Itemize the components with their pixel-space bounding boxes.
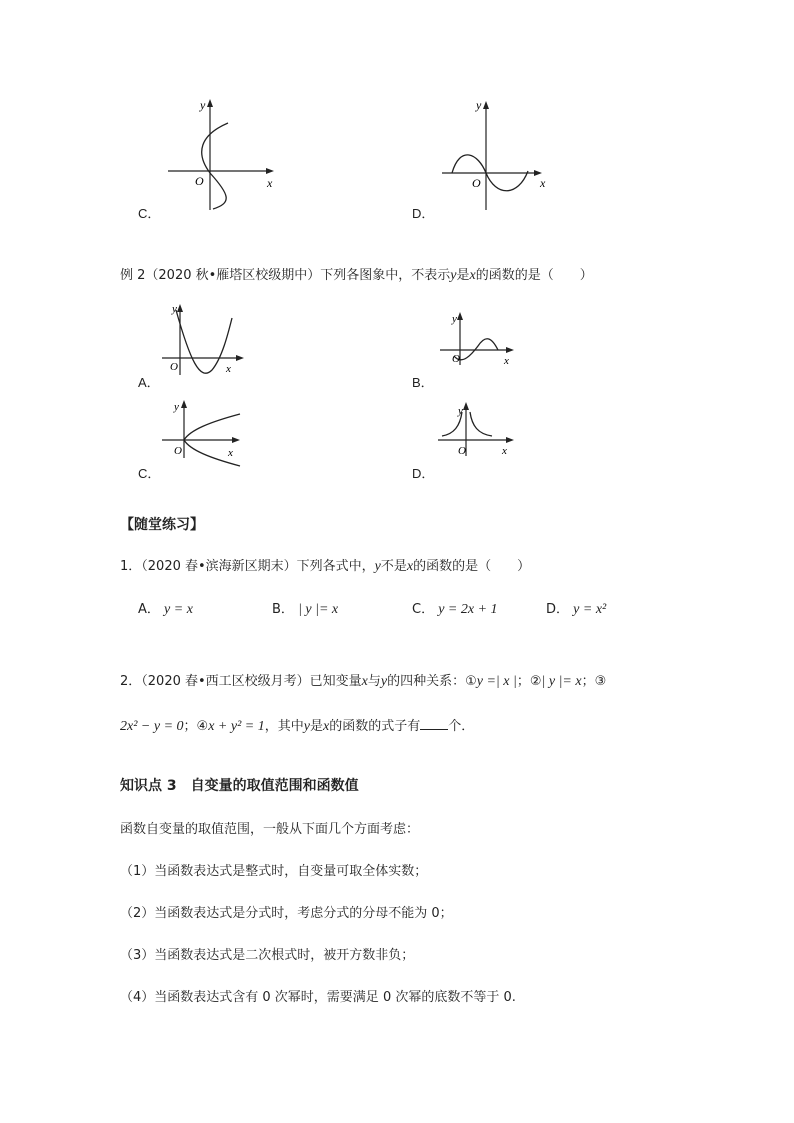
example2-option-d: D． [412,466,435,481]
answer-blank[interactable] [420,717,448,730]
axis-y-label: y [200,98,206,112]
origin-label: O [170,361,178,373]
graph-example2-c [160,398,250,468]
knowledge3-item-2: （2）当函数表达式是分式时，考虑分式的分母不能为 0； [120,906,453,921]
axis-y-label: y [172,303,177,315]
q1-option-d: D． y = x² [546,602,607,617]
option-d-label: D． [412,206,435,221]
axis-y-label: y [452,313,457,325]
axis-y-label: y [476,98,482,112]
example2-option-a: A． [138,375,160,390]
graph-top-c [160,95,280,220]
origin-label: O [195,174,204,188]
axis-x-label: x [226,363,231,375]
practice-q1: 1．（2020 春•滨海新区期末）下列各式中，y不是x的函数的是（ ） [120,559,531,574]
knowledge3-heading: 知识点 3 自变量的取值范围和函数值 [120,778,359,794]
graph-example2-d [436,400,521,460]
example2-option-b: B． [412,375,434,390]
graph-example2-a [160,300,250,380]
knowledge3-item-1: （1）当函数表达式是整式时，自变量可取全体实数； [120,864,428,879]
practice-heading: 【随堂练习】 [120,517,204,533]
q1-option-c: C． y = 2x + 1 [412,602,498,617]
practice-q2-line1: 2．（2020 春•西工区校级月考）已知变量x与y的四种关系：①y =| x |；②| y |= x；③ [120,674,607,689]
knowledge3-item-3: （3）当函数表达式是二次根式时，被开方数非负； [120,948,415,963]
origin-label: O [174,445,182,457]
q1-option-a: A． y = x [138,602,193,617]
axis-x-label: x [267,176,273,190]
q1-option-b: B． | y |= x [272,602,339,617]
example2-question: 例 2（2020 秋•雁塔区校级期中）下列各图象中，不表示y是x的函数的是（ ） [120,268,593,283]
q2-var-y-2: y [303,719,310,734]
q2-var-x-2: x [322,719,330,734]
axis-x-label: x [502,445,507,457]
knowledge3-intro: 函数自变量的取值范围，一般从下面几个方面考虑： [120,822,420,837]
practice-q2-line2: 2x² − y = 0；④x + y² = 1，其中y是x的函数的式子有 个． [120,719,475,734]
example2-option-c: C． [138,466,161,481]
axis-y-label: y [174,401,179,413]
graph-top-d [438,95,558,220]
axis-x-label: x [504,355,509,367]
axis-y-label: y [458,405,463,417]
origin-label: O [472,176,481,190]
origin-label: O [458,445,466,457]
knowledge3-item-4: （4）当函数表达式含有 0 次幂时，需要满足 0 次幂的底数不等于 0. [120,990,516,1005]
axis-x-label: x [228,447,233,459]
option-c-label: C． [138,206,161,221]
axis-x-label: x [540,176,546,190]
origin-label: O [452,353,460,365]
graph-example2-b [438,310,523,370]
